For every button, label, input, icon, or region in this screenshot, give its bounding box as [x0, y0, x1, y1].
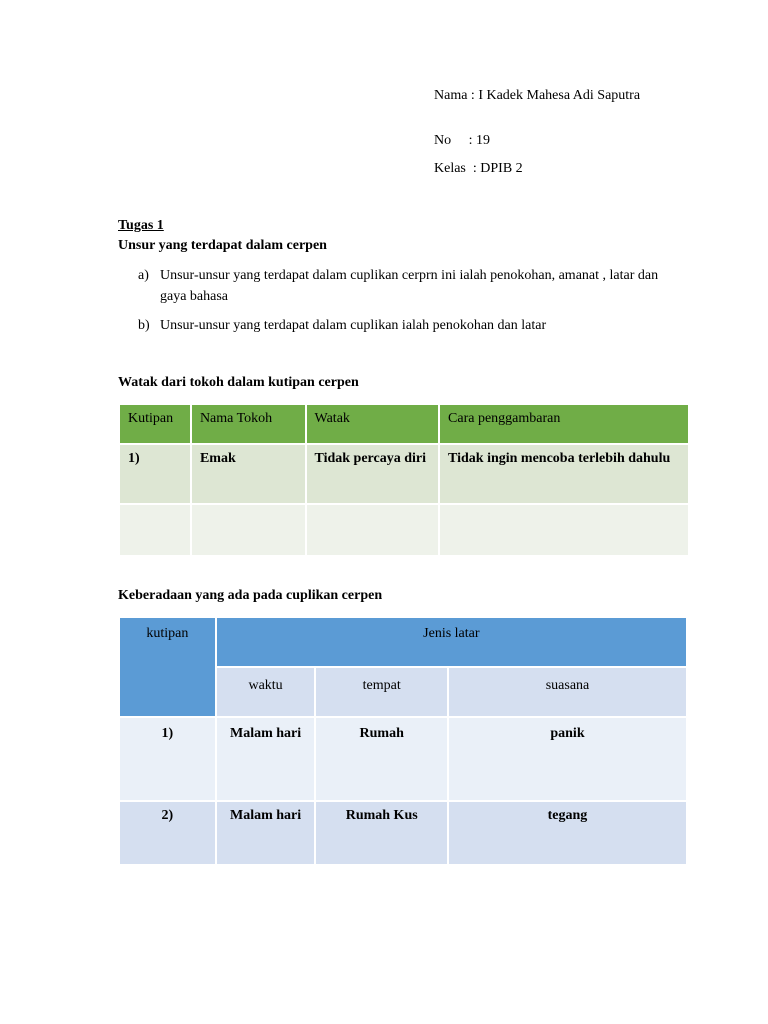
table-cell: Tidak ingin mencoba terlebih dahulu	[439, 444, 689, 504]
table-row	[119, 801, 687, 865]
table-row	[119, 717, 687, 801]
student-name: Nama : I Kadek Mahesa Adi Saputra	[434, 88, 641, 103]
table-header-cell: Jenis latar	[216, 617, 687, 667]
latar-heading: Keberadaan yang ada pada cuplikan cerpen	[118, 588, 383, 603]
table-row	[119, 444, 689, 504]
table-cell: Rumah	[315, 717, 448, 801]
table-cell: Malam hari	[216, 801, 316, 865]
table-cell: Emak	[191, 444, 306, 504]
table-cell: Tidak percaya diri	[306, 444, 440, 504]
table-header-row	[119, 617, 687, 667]
table-cell: Rumah Kus	[315, 801, 448, 865]
latar-table	[118, 616, 688, 866]
list-marker: b)	[138, 318, 150, 333]
table-cell: 2)	[119, 801, 216, 865]
watak-heading: Watak dari tokoh dalam kutipan cerpen	[118, 375, 359, 390]
table-header-cell: waktu	[216, 667, 316, 717]
table-cell	[439, 504, 689, 556]
table-header-cell: Kutipan	[119, 404, 191, 444]
table-header-cell: tempat	[315, 667, 448, 717]
student-number: No : 19	[434, 133, 490, 148]
task-subtitle: Unsur yang terdapat dalam cerpen	[118, 238, 327, 253]
table-cell: panik	[448, 717, 687, 801]
table-header-cell: suasana	[448, 667, 687, 717]
table-cell: 1)	[119, 717, 216, 801]
list-marker: a)	[138, 268, 149, 283]
table-cell: Malam hari	[216, 717, 316, 801]
table-cell	[191, 504, 306, 556]
list-text: Unsur-unsur yang terdapat dalam cuplikan cerprn ini ialah penokohan, amanat , latar dan gaya bahasa	[160, 268, 659, 304]
table-header-cell: Watak	[306, 404, 440, 444]
table-header-cell: kutipan	[119, 617, 216, 717]
table-header-cell: Cara penggambaran	[439, 404, 689, 444]
list-item	[138, 265, 668, 309]
table-cell	[306, 504, 440, 556]
list-item	[138, 315, 668, 337]
table-header-cell: Nama Tokoh	[191, 404, 306, 444]
table-row	[119, 504, 689, 556]
table-cell	[119, 504, 191, 556]
task-title: Tugas 1	[118, 218, 164, 233]
table-cell: tegang	[448, 801, 687, 865]
table-cell: 1)	[119, 444, 191, 504]
table-header-row	[119, 404, 689, 444]
watak-table	[118, 403, 690, 557]
student-class: Kelas : DPIB 2	[434, 161, 523, 176]
list-text: Unsur-unsur yang terdapat dalam cuplikan ialah penokohan dan latar	[160, 318, 547, 333]
